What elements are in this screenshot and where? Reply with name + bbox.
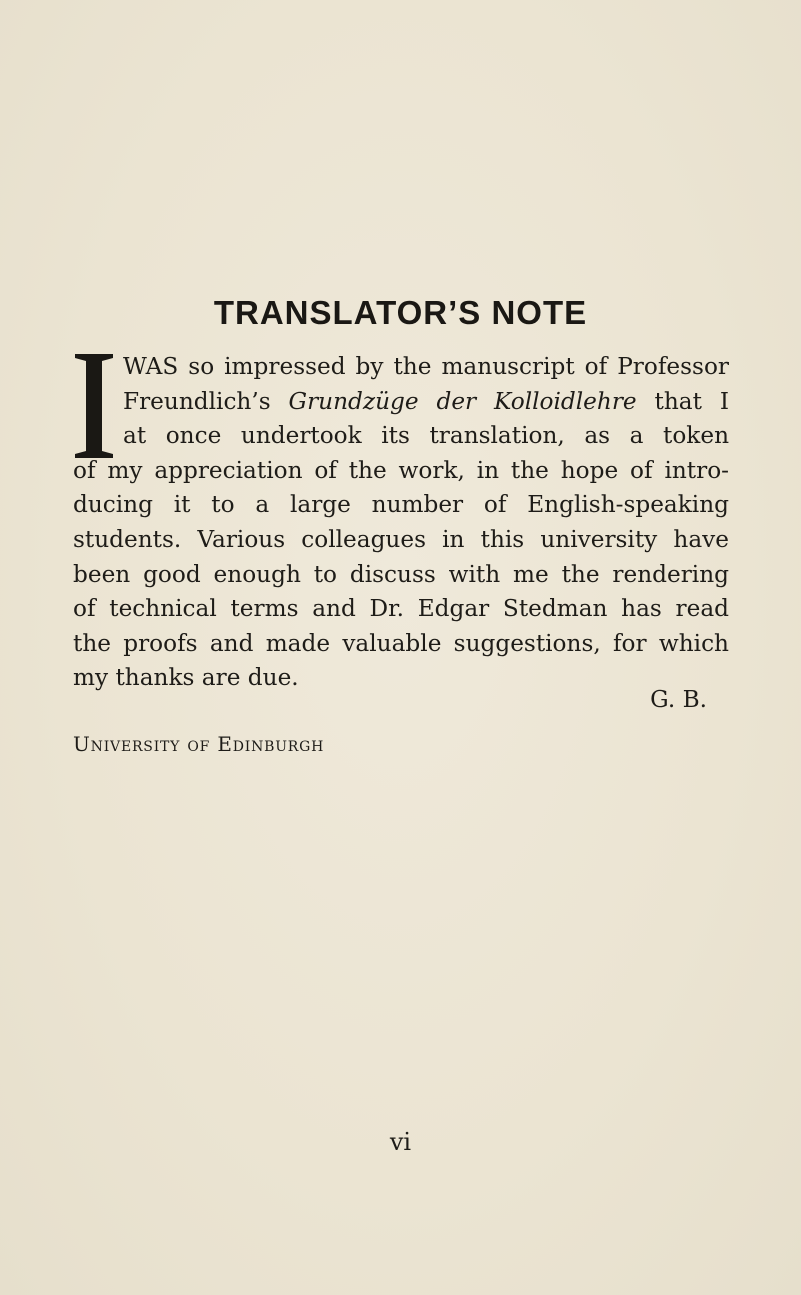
text-line <box>73 385 729 420</box>
signature: G. B. <box>650 686 707 713</box>
text-line: been good enough to discuss with me the rendering <box>73 560 729 588</box>
text-fragment: Freundlich’s <box>123 387 289 415</box>
note-body <box>73 350 729 696</box>
text-line: at once undertook its translation, as a token <box>123 422 729 450</box>
drop-cap-letter: I <box>73 352 74 353</box>
text-line: ducing it to a large number of English-speaking <box>73 491 729 519</box>
text-line: WAS so impressed by the manuscript of Professor <box>123 353 729 380</box>
text-fragment: that I <box>636 387 730 415</box>
text-line: the proofs and made valuable suggestions, for which <box>73 629 729 657</box>
page-title: TRANSLATOR’S NOTE <box>213 294 588 331</box>
text-line: of technical terms and Dr. Edgar Stedman has read <box>73 595 729 623</box>
page-number: vi <box>389 1128 412 1156</box>
text-line: my thanks are due. <box>73 664 299 692</box>
book-title: Grundzüge der Kolloidlehre <box>288 387 637 415</box>
text-line: of my appreciation of the work, in the hope of intro- <box>73 456 729 484</box>
text-line: students. Various colleagues in this university have <box>73 525 729 553</box>
affiliation: University of Edinburgh <box>73 732 325 756</box>
